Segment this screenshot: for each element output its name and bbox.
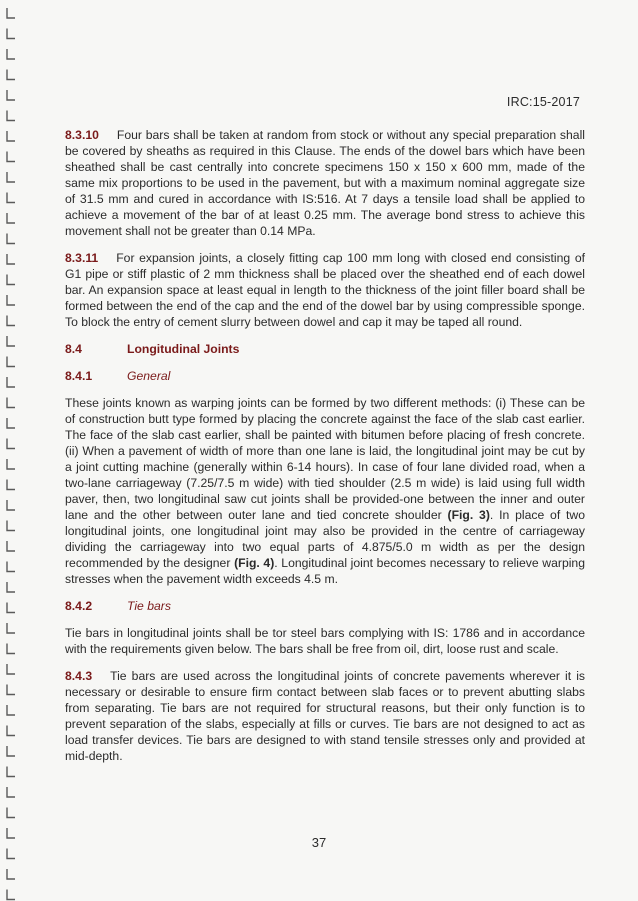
binding-mark: [7, 8, 15, 18]
binding-mark: [7, 521, 15, 531]
heading-number: 8.4.1: [65, 369, 93, 383]
paragraph-8-4-1: [65, 395, 585, 587]
binding-mark: [7, 275, 15, 285]
binding-mark: [7, 541, 15, 551]
binding-mark: [7, 500, 15, 510]
binding-mark: [7, 480, 15, 490]
document-code: IRC:15-2017: [506, 95, 580, 109]
binding-mark: [7, 336, 15, 346]
heading-8-4-1: [65, 368, 585, 384]
heading-8-4: [65, 341, 585, 357]
paragraph-text: These joints known as warping joints can be formed by two different methods: (i) These can be of construction butt type formed by placing the concrete against the face of the slab cast earlier. The face of the slab cast earlier, shall be painted with bitumen before placing of fresh concrete. (ii) When a pavement of width of more than one lane is laid, the longitudinal joint may be cut by a joint cutting machine (generally within 6-14 hours). In case of four lane divided road, when a two-lane carriageway (7.25/7.5 m wide) with tied shoulder (2.5 m wide) is laid using full width paver, then, two longitudinal saw cut joints shall be provided-one between the inner and outer lane and the other between outer lane and tied concrete shoulder: [65, 396, 585, 522]
binding-mark: [7, 172, 15, 182]
binding-mark: [7, 623, 15, 633]
clause-number: 8.4.3: [65, 669, 93, 683]
binding-mark: [7, 787, 15, 797]
binding-mark: [7, 254, 15, 264]
paragraph-text: . Longitudinal joint becomes necessary to relieve warping stresses when the pavement width exceeds 4.5 m.: [65, 556, 585, 586]
heading-title: General: [127, 369, 171, 383]
paragraph-text: . In place of two longitudinal joints, one longitudinal joint may also be provided in the centre of carriageway dividing the carriageway into two equal parts of 4.875/5.0 m width as per the design recommended by the designer: [65, 508, 586, 570]
binding-mark: [7, 562, 15, 572]
binding-mark: [7, 193, 15, 203]
page-number: 37: [311, 835, 327, 850]
paragraph-8-3-11: [65, 250, 585, 330]
clause-text: Tie bars are used across the longitudinal joints of concrete pavements wherever it is necessary or desirable to ensure firm contact between slab faces or to prevent abutting slabs from separating. Tie bars are not required for structural reasons, but their only function is to prevent separation of the slabs, especially at fills or curves. Tie bars are not designed to act as load transfer devices. Tie bars are designed to with stand tensile stresses only and provided at mid-depth.: [65, 669, 585, 763]
binding-mark: [7, 582, 15, 592]
binding-marks-graphic: [0, 0, 22, 901]
clause-text: Four bars shall be taken at random from stock or without any special preparation shall be covered by sheaths as required in this Clause. The ends of the dowel bars which have been sheathed shall be cast centrally into concrete specimens 150 x 150 x 600 mm, made of the same mix proportions to be used in the pavement, but with a maximum nominal aggregate size of 31.5 mm and cured in accordance with IS:516. At 7 days a tensile load shall be applied to achieve a movement of the bar of at least 0.25 mm. The average bond stress to achieve this movement shall not be greater than 0.14 MPa.: [65, 128, 585, 238]
paragraph-8-4-2: Tie bars in longitudinal joints shall be tor steel bars complying with IS: 1786 and in accordance with the requirements given below. The bars shall be free from oil, dirt, loose rust and scale.: [65, 626, 585, 656]
heading-number: 8.4.2: [65, 599, 93, 613]
binding-mark: [7, 849, 15, 859]
binding-mark: [7, 439, 15, 449]
binding-mark: [7, 664, 15, 674]
binding-mark: [7, 685, 15, 695]
binding-mark: [7, 377, 15, 387]
figure-reference: (Fig. 3): [447, 508, 490, 522]
binding-mark: [7, 398, 15, 408]
binding-mark: [7, 869, 15, 879]
heading-title: Longitudinal Joints: [127, 342, 240, 356]
heading-8-4-2: [65, 598, 585, 614]
binding-mark: [7, 808, 15, 818]
binding-mark: [7, 726, 15, 736]
heading-title: Tie bars: [127, 599, 171, 613]
binding-mark: [7, 152, 15, 162]
binding-mark: [7, 111, 15, 121]
binding-mark: [7, 644, 15, 654]
binding-mark: [7, 295, 15, 305]
spiral-binding: [0, 0, 22, 901]
binding-mark: [7, 131, 15, 141]
binding-mark: [7, 357, 15, 367]
binding-mark: [7, 49, 15, 59]
binding-mark: [7, 767, 15, 777]
binding-mark: [7, 213, 15, 223]
binding-mark: [7, 70, 15, 80]
binding-mark: [7, 234, 15, 244]
clause-text: For expansion joints, a closely fitting cap 100 mm long with closed end consisting of G1 pipe or stiff plastic of 2 mm thickness shall be placed over the sheathed end of each dowel bar. An expansion space at least equal in length to the thickness of the joint filler board shall be formed between the end of the cap and the end of the dowel bar by using compressible sponge. To block the entry of cement slurry between dowel and cap it may be taped all round.: [65, 251, 585, 329]
binding-mark: [7, 90, 15, 100]
binding-mark: [7, 418, 15, 428]
binding-mark: [7, 459, 15, 469]
paragraph-8-4-3: [65, 668, 585, 764]
page-content: [65, 127, 585, 775]
figure-reference: (Fig. 4): [234, 556, 275, 570]
binding-mark: [7, 29, 15, 39]
clause-number: 8.3.10: [65, 128, 99, 142]
paragraph-8-3-10: [65, 127, 585, 239]
binding-mark: [7, 705, 15, 715]
binding-mark: [7, 316, 15, 326]
heading-number: 8.4: [65, 342, 82, 356]
binding-mark: [7, 746, 15, 756]
binding-mark: [7, 890, 15, 900]
clause-number: 8.3.11: [65, 251, 99, 265]
binding-mark: [7, 603, 15, 613]
